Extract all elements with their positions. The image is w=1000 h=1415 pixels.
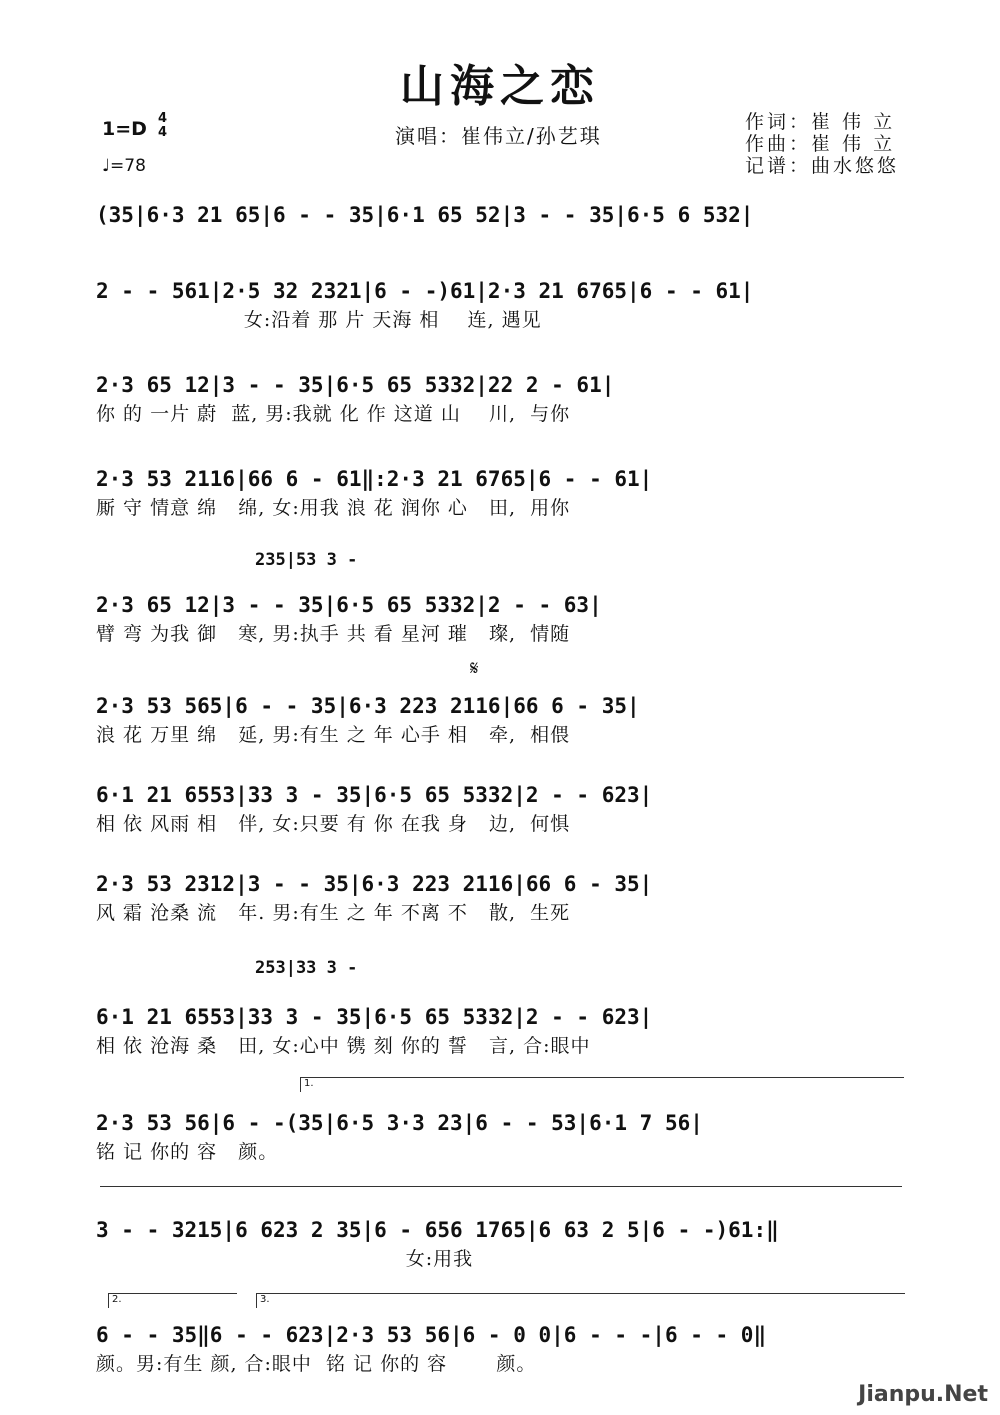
lyric-line: 铭 记 你的 容 颜。: [96, 1141, 279, 1163]
notes-line: 2·3 53 2312|3 - - 35|6·3 223 2116|66 6 - 35|: [96, 872, 653, 896]
notes-line: 2 - - 561|2·5 32 2321|6 - -)61|2·3 21 6765|6 - - 61|: [96, 279, 754, 303]
site-watermark: Jianpu.Net: [858, 1382, 988, 1407]
volta-bracket-2: 2.: [108, 1293, 237, 1308]
singers-credit: 演唱：崔伟立/孙艺琪: [395, 124, 602, 148]
lyric-line: 相 依 沧海 桑 田, 女:心中 镌 刻 你的 誓 言, 合:眼中: [96, 1035, 591, 1057]
notes-line: 2·3 53 56|6 - -(35|6·5 3·3 23|6 - - 53|6·1 7 56|: [96, 1111, 703, 1135]
notes-line: 2·3 53 565|6 - - 35|6·3 223 2116|66 6 - 35|: [96, 694, 640, 718]
transcriber-credit: 记谱：曲水悠悠: [745, 155, 900, 177]
lyric-line: 女:用我: [96, 1248, 474, 1270]
score-system-8: [96, 869, 906, 927]
score-system-6: [96, 691, 906, 749]
lyric-line: 相 依 风雨 相 伴, 女:只要 有 你 在我 身 边, 何惧: [96, 813, 571, 835]
lyric-line: 厮 守 情意 绵 绵, 女:用我 浪 花 润你 心 田, 用你: [96, 497, 571, 519]
lyric-line: 女:沿着 那 片 天海 相 连, 遇见: [96, 309, 542, 331]
volta-bracket-3: 3.: [256, 1293, 905, 1308]
volta-bracket-1: 1.: [300, 1077, 904, 1092]
notes-line: 2·3 65 12|3 - - 35|6·5 65 5332|22 2 - 61|: [96, 373, 615, 397]
credits-block: [745, 111, 899, 177]
notes-line: 2·3 53 2116|66 6 - 61‖:2·3 21 6765|6 - - 61|: [96, 467, 653, 491]
score-system-10: [96, 1108, 906, 1166]
lyric-line: 臂 弯 为我 御 寒, 男:执手 共 看 星河 璀 璨, 情随: [96, 623, 571, 645]
composer-credit: 作曲：崔 伟 立: [745, 133, 896, 155]
notes-line: 3 - - 3215|6 623 2 35|6 - 656 1765|6 63 2 5|6 - -)61:‖: [96, 1218, 779, 1242]
lyric-line: 浪 花 万里 绵 延, 男:有生 之 年 心手 相 牵, 相偎: [96, 724, 571, 746]
notes-line: 6·1 21 6553|33 3 - 35|6·5 65 5332|2 - - 623|: [96, 1005, 653, 1029]
notes-line: (35|6·3 21 65|6 - - 35|6·1 65 52|3 - - 35|6·5 6 532|: [96, 203, 754, 227]
notes-line: 2·3 65 12|3 - - 35|6·5 65 5332|2 - - 63|: [96, 593, 602, 617]
grace-notes: 253|33 3 -: [255, 958, 358, 978]
score-system-2: [96, 276, 906, 334]
song-title: 山海之恋: [400, 61, 600, 112]
score-system-11: [96, 1215, 906, 1273]
score-system-3: [96, 370, 906, 428]
score-system-4: [96, 464, 906, 522]
volta-line: [100, 1186, 902, 1187]
segno-sign: 𝄋: [470, 656, 479, 680]
lyric-line: [96, 230, 906, 258]
time-signature-top: 4: [158, 111, 168, 126]
lyric-line: 你 的 一片 蔚 蓝, 男:我就 化 作 这道 山 川, 与你: [96, 403, 571, 425]
tempo-marking: ♩=78: [102, 156, 146, 176]
lyric-line: 颜。男:有生 颜, 合:眼中 铭 记 你的 容 颜。: [96, 1353, 537, 1375]
time-signature-bottom: 4: [158, 125, 168, 140]
notes-line: 6·1 21 6553|33 3 - 35|6·5 65 5332|2 - - 623|: [96, 783, 653, 807]
time-signature: [158, 112, 167, 140]
score-system-5: [96, 590, 906, 648]
key-signature: 1=D: [102, 118, 147, 140]
score-system-12: [96, 1320, 906, 1378]
notes-line: 6 - - 35‖6 - - 623|2·3 53 56|6 - 0 0|6 - - -|6 - - 0‖: [96, 1323, 767, 1347]
score-system-7: [96, 780, 906, 838]
lyricist-credit: 作词：崔 伟 立: [745, 111, 896, 133]
score-system-9: [96, 1002, 906, 1060]
grace-notes: 235|53 3 -: [255, 550, 358, 570]
score-system-1: [96, 200, 906, 258]
lyric-line: 风 霜 沧桑 流 年. 男:有生 之 年 不离 不 散, 生死: [96, 902, 571, 924]
